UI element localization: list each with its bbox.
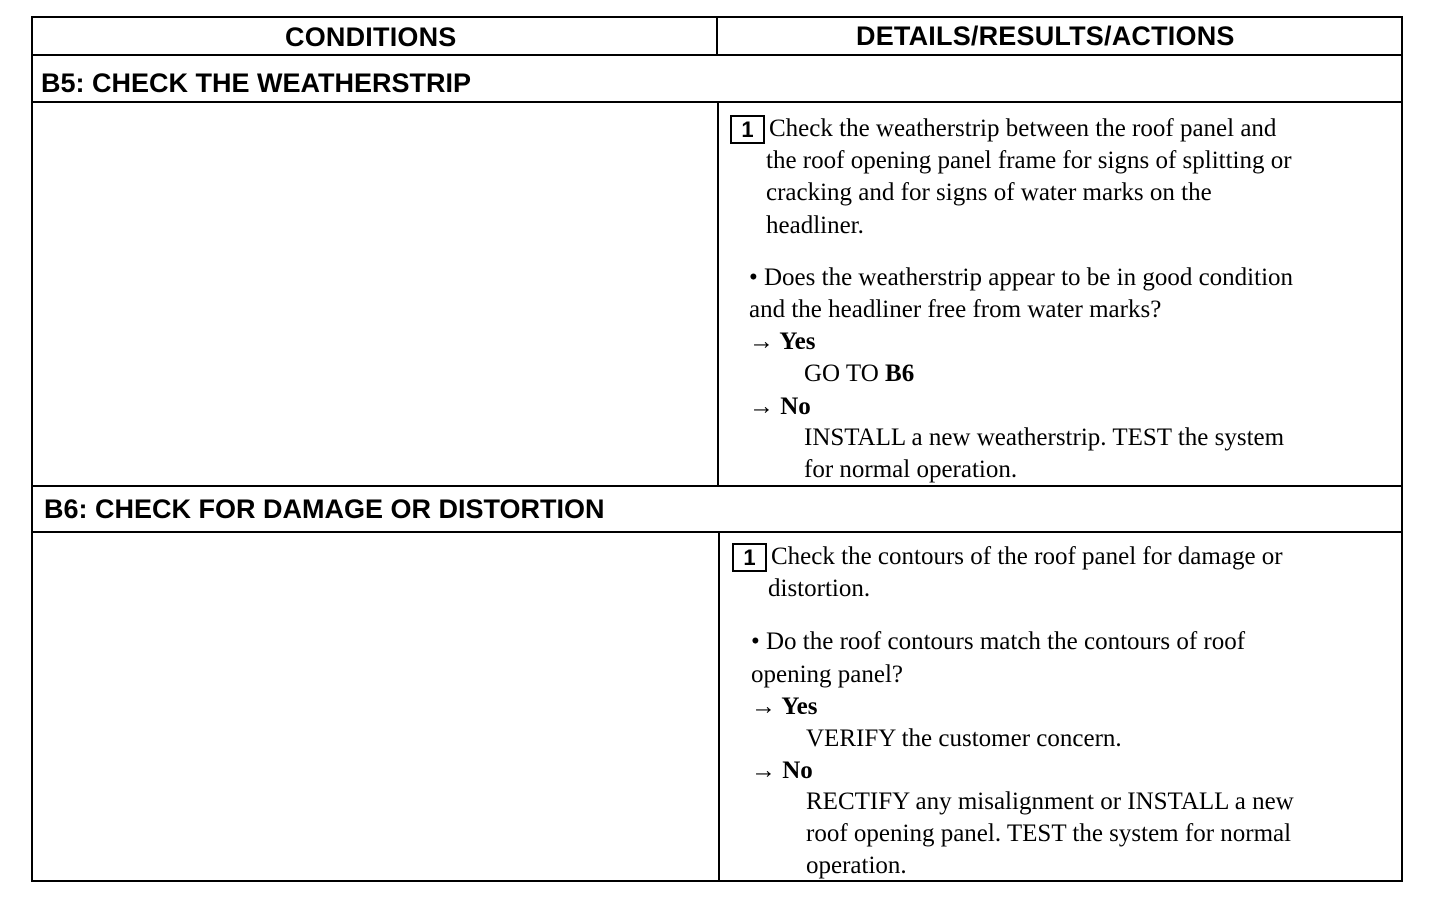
b6-column-divider (718, 531, 720, 882)
header-divider (33, 54, 1401, 56)
column-header-conditions: CONDITIONS (285, 22, 457, 52)
b5-step-number-box: 1 (730, 115, 765, 144)
column-header-details: DETAILS/RESULTS/ACTIONS (856, 21, 1235, 51)
b5-step-line-2: the roof opening panel frame for signs of splitting or (766, 147, 1292, 174)
b5-question-line-2: and the headliner free from water marks? (749, 296, 1162, 323)
b6-section-title: B6: CHECK FOR DAMAGE OR DISTORTION (44, 494, 605, 524)
b5-section-title: B5: CHECK THE WEATHERSTRIP (41, 68, 472, 98)
b5-question-line-1: • Does the weatherstrip appear to be in good condition (749, 264, 1294, 291)
b5-no-action-line-1: INSTALL a new weatherstrip. TEST the system (804, 424, 1285, 451)
b6-step-line-1: Check the contours of the roof panel for damage or (771, 543, 1283, 570)
header-column-divider (716, 18, 718, 54)
b6-yes-action-line-1: VERIFY the customer concern. (806, 725, 1122, 752)
b6-yes-label: → Yes (751, 693, 818, 720)
b5-yes-action-prefix: GO TO (804, 360, 886, 387)
b6-no-label: → No (751, 757, 813, 784)
b6-no-action-line-2: roof opening panel. TEST the system for normal (806, 820, 1292, 847)
b5-yes-label: → Yes (749, 328, 816, 355)
b6-title-top-divider (33, 485, 1401, 487)
b6-question-line-2: opening panel? (751, 661, 904, 688)
b6-title-divider (33, 531, 1401, 533)
b5-step-line-3: cracking and for signs of water marks on the (766, 179, 1212, 206)
b5-step-line-1: Check the weatherstrip between the roof panel and (769, 115, 1277, 142)
b5-no-action-line-2: for normal operation. (804, 456, 1018, 483)
b5-no-label: → No (749, 393, 811, 420)
b5-column-divider (717, 101, 719, 485)
b6-no-action-line-1: RECTIFY any misalignment or INSTALL a new (806, 788, 1294, 815)
b6-no-action-line-3: operation. (806, 852, 907, 879)
b6-step-line-2: distortion. (768, 575, 871, 602)
b5-yes-action-target: B6 (885, 360, 915, 387)
b6-step-number-box: 1 (732, 543, 767, 572)
b5-yes-action (804, 358, 914, 391)
b5-step-line-4: headliner. (766, 212, 864, 239)
b6-question-line-1: • Do the roof contours match the contours of roof (751, 628, 1246, 655)
procedure-table (31, 16, 1403, 882)
